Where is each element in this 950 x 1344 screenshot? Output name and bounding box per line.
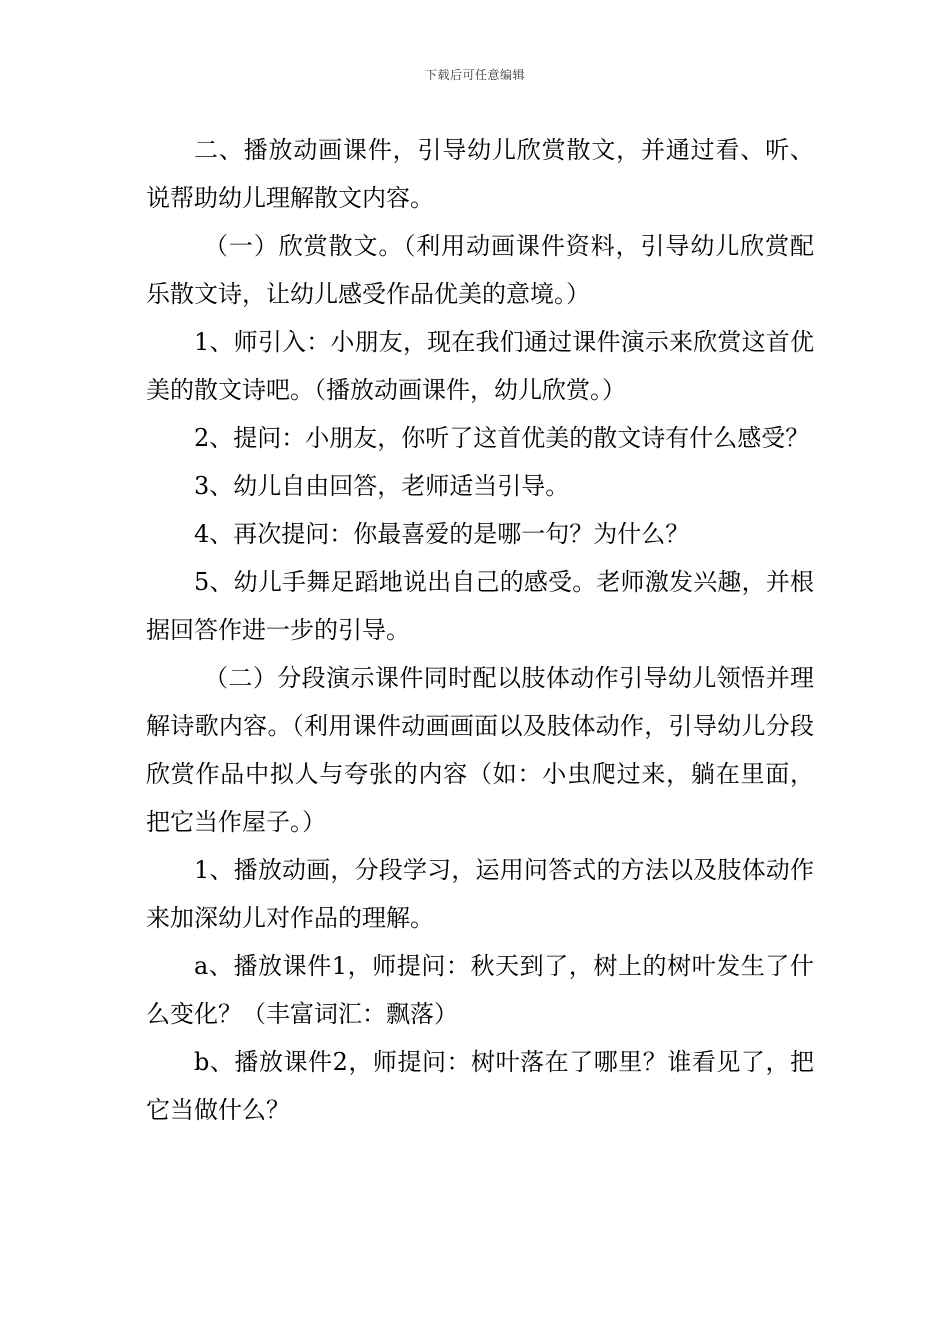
paragraph-subsection-one: （一）欣赏散文。（利用动画课件资料，引导幼儿欣赏配乐散文诗，让幼儿感受作品优美的意境。） xyxy=(146,232,814,308)
paragraph-item-5: 5、幼儿手舞足蹈地说出自己的感受。老师激发兴趣，并根据回答作进一步的引导。 xyxy=(146,568,814,644)
paragraph-step-a: a、播放课件1，师提问：秋天到了，树上的树叶发生了什么变化？（丰富词汇：飘落） xyxy=(146,952,814,1028)
paragraph-item-1: 1、师引入：小朋友，现在我们通过课件演示来欣赏这首优美的散文诗吧。（播放动画课件，幼儿欣赏。） xyxy=(146,328,814,404)
paragraph-subsection-two: （二）分段演示课件同时配以肢体动作引导幼儿领悟并理解诗歌内容。（利用课件动画画面以及肢体动作，引导幼儿分段欣赏作品中拟人与夸张的内容（如：小虫爬过来，躺在里面，把它当作屋子。） xyxy=(146,664,814,836)
paragraph-item-4: 4、再次提问：你最喜爱的是哪一句？为什么？ xyxy=(194,520,690,548)
paragraph-item-2: 2、提问：小朋友，你听了这首优美的散文诗有什么感受？ xyxy=(194,424,810,452)
paragraph-item-3: 3、幼儿自由回答，老师适当引导。 xyxy=(194,472,570,500)
document-body xyxy=(146,126,814,1134)
page-header: 下载后可任意编辑 xyxy=(424,68,525,82)
paragraph-step-1: 1、播放动画，分段学习，运用问答式的方法以及肢体动作来加深幼儿对作品的理解。 xyxy=(146,856,814,932)
paragraph-step-b: b、播放课件2，师提问：树叶落在了哪里？谁看见了，把它当做什么？ xyxy=(146,1048,814,1124)
paragraph-section-two: 二、播放动画课件，引导幼儿欣赏散文，并通过看、听、说帮助幼儿理解散文内容。 xyxy=(146,136,814,212)
